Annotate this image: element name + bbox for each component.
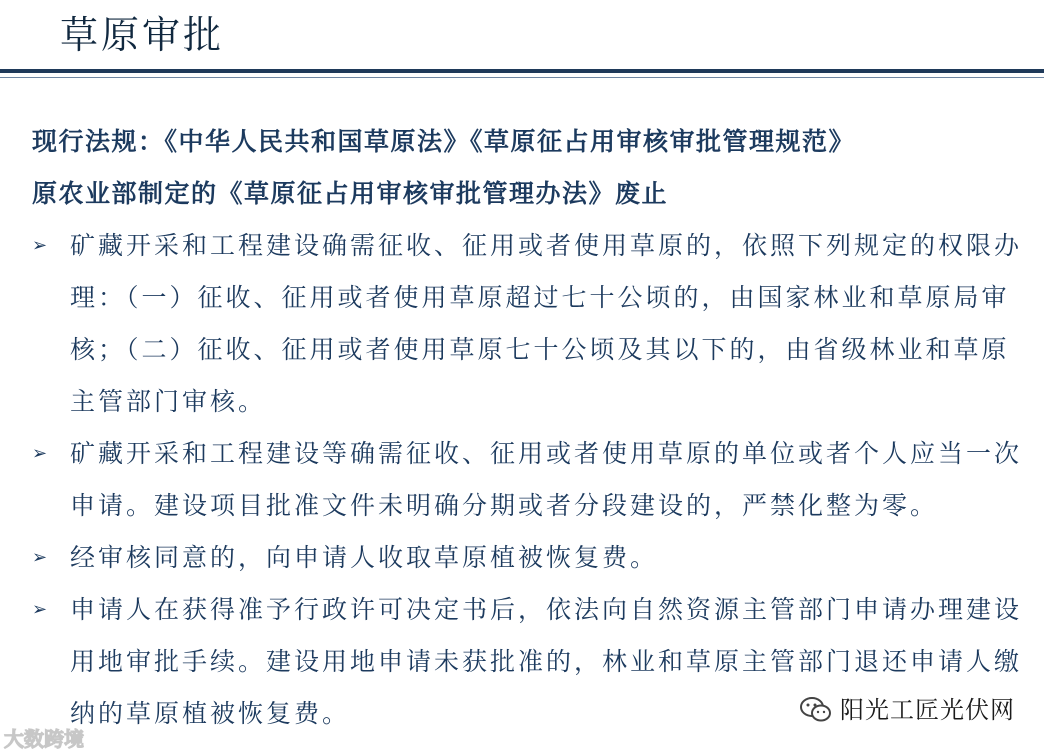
bullet-arrow-icon: ➢ [32, 547, 51, 568]
bullet-arrow-icon: ➢ [32, 235, 51, 256]
wechat-icon [800, 696, 832, 724]
bullet-arrow-icon: ➢ [32, 443, 51, 464]
title-divider [0, 69, 1044, 73]
list-item-text: 矿藏开采和工程建设等确需征收、征用或者使用草原的单位或者个人应当一次申请。建设项目批准文件未明确分期或者分段建设的，严禁化整为零。 [70, 439, 1023, 520]
list-item [32, 220, 1022, 428]
slide-content [32, 116, 1022, 740]
list-item [32, 428, 1022, 532]
regulation-line: 现行法规：《中华人民共和国草原法》《草原征占用审核审批管理规范》 [32, 127, 856, 156]
slide-title: 草原审批 [60, 13, 225, 57]
list-item-text: 经审核同意的，向申请人收取草原植被恢复费。 [70, 543, 659, 572]
abolished-line: 原农业部制定的《草原征占用审核审批管理办法》废止 [32, 179, 669, 208]
bullet-list [32, 220, 1022, 740]
list-item [32, 532, 1022, 584]
list-item-text: 申请人在获得准予行政许可决定书后，依法向自然资源主管部门申请办理建设用地审批手续。建设用地申请未获批准的，林业和草原主管部门退还申请人缴纳的草原植被恢复费。 [70, 595, 1023, 728]
watermark-left: 大数跨境 [4, 727, 84, 751]
list-item-text: 矿藏开采和工程建设确需征收、征用或者使用草原的，依照下列规定的权限办理：（一）征收、征用或者使用草原超过七十公顷的，由国家林业和草原局审核；（二）征收、征用或者使用草原七十公顷及其以下的，由省级林业和草原主管部门审核。 [70, 231, 1023, 416]
watermark-right-text: 阳光工匠光伏网 [840, 696, 1015, 724]
title-divider-thin [0, 77, 1044, 78]
bullet-arrow-icon: ➢ [32, 599, 51, 620]
watermark-right [800, 692, 1015, 728]
